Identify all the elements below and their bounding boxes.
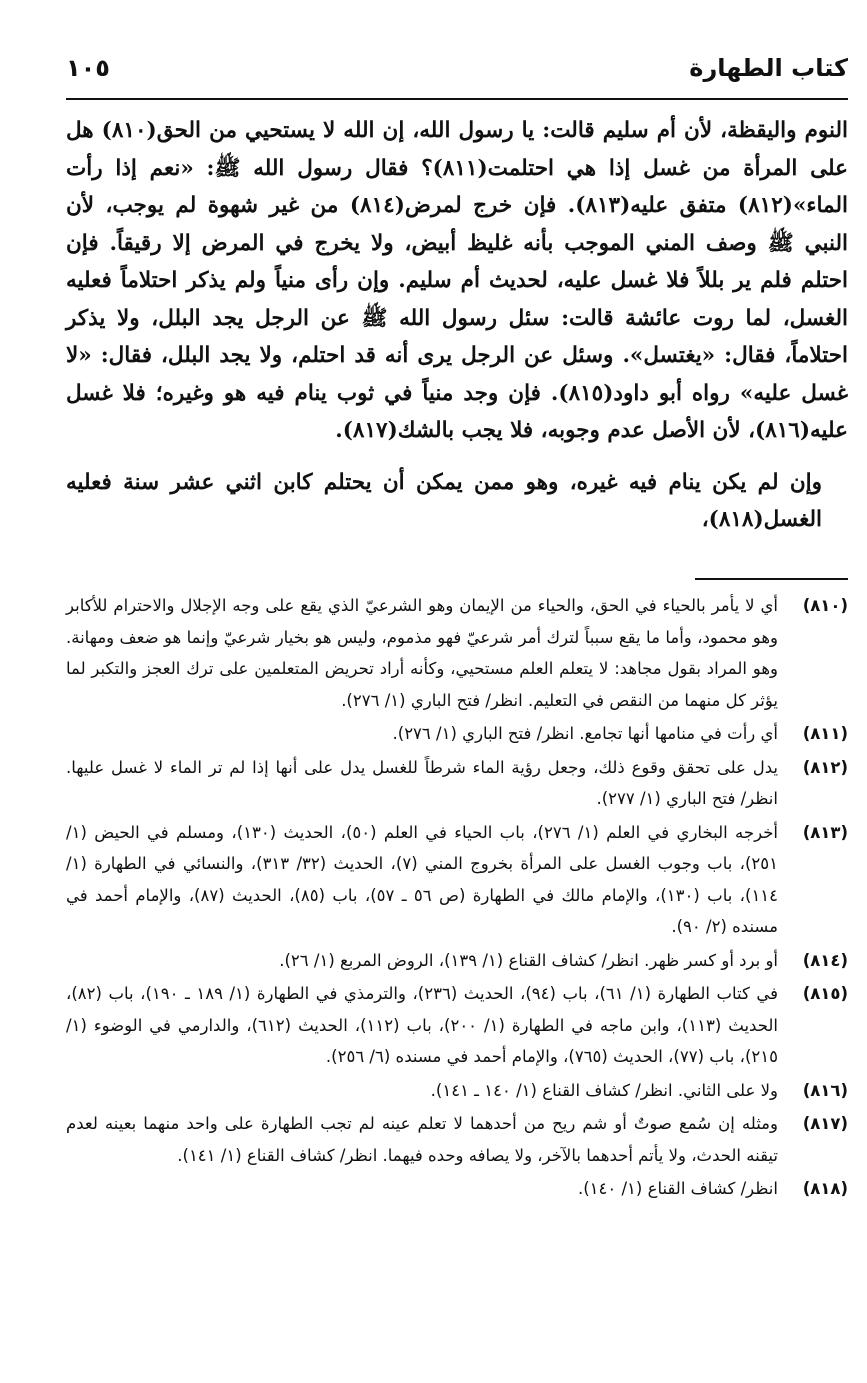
footnote <box>66 752 848 815</box>
footnote-number: (٨١٤) <box>802 950 848 970</box>
footnote-separator <box>695 578 848 580</box>
footnote <box>66 1075 848 1107</box>
footnote-number: (٨١٥) <box>802 984 848 1003</box>
footnotes <box>66 590 848 1207</box>
footnote-text: ولا على الثاني. انظر/ كشاف القناع (١/ ١٤٠ ـ ١٤١). <box>430 1080 778 1100</box>
footnote <box>66 945 848 977</box>
footnote-text: انظر/ كشاف القناع (١/ ١٤٠). <box>577 1179 778 1198</box>
footnote <box>66 718 848 750</box>
footnote-number: (٨١٦) <box>802 1080 848 1100</box>
footnote-number: (٨١٨) <box>802 1179 848 1198</box>
header-rule <box>66 98 848 100</box>
footnote-text: أي لا يأمر بالحياء في الحق، والحياء من الإيمان وهو الشرعيّ الذي يقع على وجه الإجلال والاحترام للأكابر وهو محمود، وأما ما يقع سبباً لترك أمر شرعيّ فهو مذموم، وليس هو بخيار شرعيّ وإنما هو ضعف ومهانة. وهو المراد بقول مجاهد: لا يتعلم العلم مستحيي، وكأنه أراد تحريض المتعلمين على ترك العجز والتكبر لما يؤثر كل منهما من النقص في التعليم. انظر/ فتح الباري (١/ ٢٧٦). <box>66 596 778 710</box>
chapter-title: كتاب الطهارة <box>689 54 848 82</box>
footnote-number: (٨١١) <box>802 724 848 743</box>
footnote-text: أي رأت في منامها أنها تجامع. انظر/ فتح الباري (١/ ٢٧٦). <box>392 724 778 743</box>
footnote-text: ومثله إن سُمع صوتٌ أو شم ريح من أحدهما لا تعلم عينه لم تجب الطهارة على واحد منهما بعينه لعدم تيقنه الحدث، ولا يأتم أحدهما بالآخر، ولا يصافه وحده فيهما. انظر/ كشاف القناع (١/ ١٤١). <box>66 1114 778 1165</box>
page-number: ١٠٥ <box>66 54 110 82</box>
footnote <box>66 1108 848 1171</box>
body-paragraph: وإن لم يكن ينام فيه غيره، وهو ممن يمكن أن يحتلم كابن اثني عشر سنة فعليه الغسل(٨١٨)، <box>66 469 822 532</box>
footnote-number: (٨١٣) <box>802 822 848 842</box>
footnote-number: (٨١٧) <box>802 1114 848 1133</box>
running-header <box>66 50 848 90</box>
footnote-text: يدل على تحقق وقوع ذلك، وجعل رؤية الماء شرطاً للغسل يدل على أنها إذا لم تر الماء لا غسل عليها. انظر/ فتح الباري (١/ ٢٧٧). <box>66 757 778 808</box>
footnote <box>66 978 848 1073</box>
footnote-text: أو برد أو كسر ظهر. انظر/ كشاف القناع (١/ ١٣٩)، الروض المربع (١/ ٢٦). <box>279 950 778 970</box>
body-paragraph: النوم واليقظة، لأن أم سليم قالت: يا رسول الله، إن الله لا يستحيي من الحق(٨١٠) هل على المرأة من غسل إذا هي احتلمت(٨١١)؟ فقال رسول الله ﷺ: «نعم إذا رأت الماء»(٨١٢) متفق عليه(٨١٣). فإن خرج لمرض(٨١٤) من غير شهوة لم يوجب، لأن النبي ﷺ وصف المني الموجب بأنه غليظ أبيض، ولا يخرج في المرض إلا رقيقاً. فإن احتلم فلم ير بللاً فلا غسل عليه، لحديث أم سليم. وإن رأى منياً ولم يذكر احتلاماً فعليه الغسل، لما روت عائشة قالت: سئل رسول الله ﷺ عن الرجل يجد البلل، ولا يذكر احتلاماً، فقال: «يغتسل». وسئل عن الرجل يرى أنه قد احتلم، ولا يجد البلل، فقال: «لا غسل عليه» رواه أبو داود(٨١٥). فإن وجد منياً في ثوب ينام فيه هو وغيره؛ فلا غسل عليه(٨١٦)، لأن الأصل عدم وجوبه، فلا يجب بالشك(٨١٧). <box>66 118 849 443</box>
footnote <box>66 590 848 716</box>
footnote-text: أخرجه البخاري في العلم (١/ ٢٧٦)، باب الحياء في العلم (٥٠)، الحديث (١٣٠)، ومسلم في الحيض (١/ ٢٥١)، باب وجوب الغسل على المرأة بخروج المني (٧)، الحديث (٣٢/ ٣١٣)، والنسائي في الطهارة (١/ ١١٤)، باب (١٣٠)، والإمام مالك في الطهارة (ص ٥٦ ـ ٥٧)، باب (٨٥)، الحديث (٨٧)، والإمام أحمد في مسنده (٢/ ٩٠). <box>66 822 779 936</box>
footnote <box>66 817 848 943</box>
main-text <box>66 112 848 539</box>
footnote-number: (٨١٠) <box>802 596 848 615</box>
footnote-text: في كتاب الطهارة (١/ ٦١)، باب (٩٤)، الحديث (٢٣٦)، والترمذي في الطهارة (١/ ١٨٩ ـ ١٩٠)، باب (٨٢)، الحديث (١١٣)، وابن ماجه في الطهارة (١/ ٢٠٠)، باب (١١٢)، الحديث (٦١٢)، والدارمي في الوضوء (١/ ٢١٥)، باب (٧٧)، الحديث (٧٦٥)، والإمام أحمد في مسنده (٦/ ٢٥٦). <box>66 984 779 1066</box>
footnote <box>66 1173 848 1205</box>
footnote-number: (٨١٢) <box>802 757 848 777</box>
